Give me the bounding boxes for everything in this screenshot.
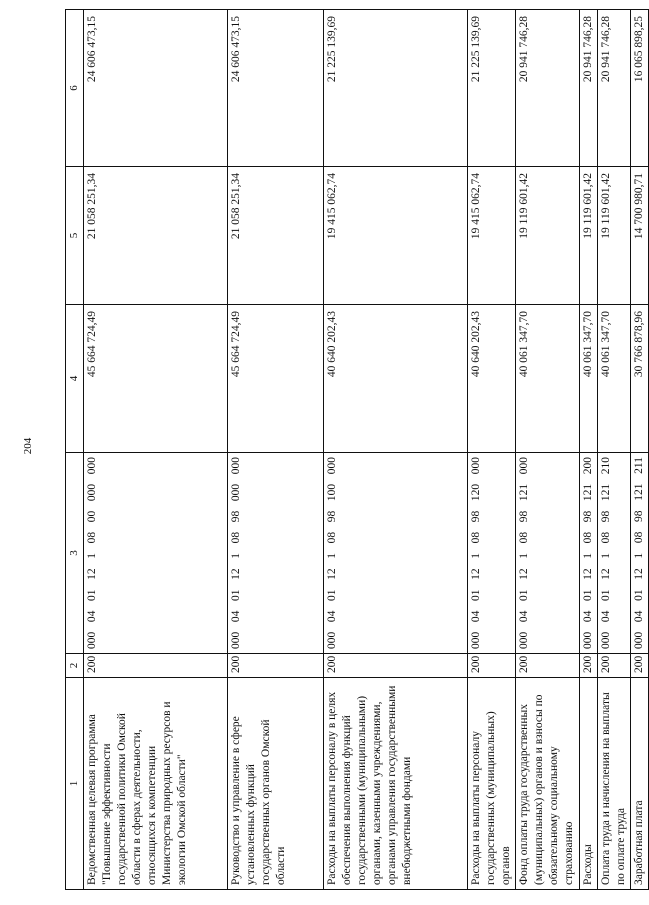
row-name-cell: Расходы — [580, 678, 598, 890]
amount-col4-cell: 30 766 878,96 — [631, 305, 649, 453]
code-part: 12 — [86, 568, 98, 580]
admin-code-cell: 200 — [598, 654, 631, 678]
code-part: 12 — [518, 568, 530, 580]
code-part: 01 — [582, 589, 594, 601]
table-row — [228, 10, 324, 890]
page-number: 204 — [22, 437, 34, 455]
code-part: 04 — [582, 610, 594, 623]
code-part: 01 — [518, 589, 530, 601]
classification-code-cell — [598, 453, 631, 654]
header-cell: 4 — [66, 305, 84, 453]
table-row — [598, 10, 631, 890]
classification-code — [84, 453, 101, 653]
code-part: 08 — [518, 531, 530, 544]
header-row — [66, 10, 84, 890]
code-part: 12 — [326, 568, 338, 580]
code-part: 04 — [326, 610, 338, 623]
code-part: 04 — [633, 610, 645, 623]
classification-code-cell — [84, 453, 228, 654]
table-row — [631, 10, 649, 890]
code-part: 1 — [470, 553, 482, 559]
amount-col4-cell: 45 664 724,49 — [228, 305, 324, 453]
code-part: 08 — [582, 531, 594, 544]
classification-code — [516, 453, 533, 653]
code-part: 000 — [470, 631, 482, 649]
amount-col4-cell: 40 061 347,70 — [580, 305, 598, 453]
code-part: 04 — [470, 610, 482, 623]
classification-code-cell — [468, 453, 516, 654]
amount-col4-cell: 40 061 347,70 — [516, 305, 580, 453]
amount-col6-cell: 20 941 746,28 — [516, 10, 580, 167]
amount-col5-cell: 19 119 601,42 — [580, 167, 598, 305]
code-part: 98 — [518, 510, 530, 523]
table-body — [66, 10, 649, 890]
admin-code-cell: 200 — [228, 654, 324, 678]
classification-code-cell — [324, 453, 468, 654]
amount-col4-cell: 40 061 347,70 — [598, 305, 631, 453]
classification-code — [631, 453, 648, 653]
code-part: 08 — [86, 531, 98, 544]
code-part: 000 — [230, 457, 242, 475]
amount-col5-cell: 19 415 062,74 — [324, 167, 468, 305]
admin-code-cell: 200 — [580, 654, 598, 678]
classification-code-cell — [580, 453, 598, 654]
amount-col5-cell: 19 119 601,42 — [598, 167, 631, 305]
code-part: 1 — [326, 553, 338, 559]
admin-code-cell: 200 — [631, 654, 649, 678]
code-part: 98 — [470, 510, 482, 523]
code-part: 000 — [86, 483, 98, 502]
code-part: 121 — [518, 483, 530, 502]
code-part: 98 — [600, 510, 612, 523]
classification-code — [598, 453, 615, 653]
code-part: 04 — [230, 610, 242, 623]
row-name-cell: Оплата труда и начисления на выплаты по оплате труда — [598, 678, 631, 890]
code-part: 000 — [582, 631, 594, 649]
budget-table-container — [65, 10, 645, 890]
code-part: 01 — [230, 589, 242, 601]
code-part: 12 — [230, 568, 242, 580]
code-part: 08 — [470, 531, 482, 544]
code-part: 1 — [633, 552, 645, 559]
admin-code-cell: 200 — [84, 654, 228, 678]
amount-col5-cell: 14 700 980,71 — [631, 167, 649, 305]
row-name-cell: Расходы на выплаты персоналу государственных (муниципальных) органов — [468, 678, 516, 890]
header-cell: 5 — [66, 167, 84, 305]
header-cell: 3 — [66, 453, 84, 654]
table-row — [580, 10, 598, 890]
header-cell: 2 — [66, 654, 84, 678]
code-part: 121 — [582, 483, 594, 502]
admin-code-cell: 200 — [324, 654, 468, 678]
table-row — [516, 10, 580, 890]
code-part: 08 — [230, 531, 242, 544]
code-part: 01 — [633, 589, 645, 601]
amount-col6-cell: 24 606 473,15 — [228, 10, 324, 167]
classification-code-cell — [631, 453, 649, 654]
code-part: 01 — [326, 589, 338, 601]
admin-code-cell: 200 — [468, 654, 516, 678]
amount-col6-cell: 20 941 746,28 — [580, 10, 598, 167]
row-name-cell: Фонд оплаты труда государственных (муниципальных) органов и взносы по обязательному социальному страхованию — [516, 678, 580, 890]
code-part: 12 — [600, 568, 612, 580]
code-part: 210 — [600, 457, 612, 475]
code-part: 1 — [600, 553, 612, 559]
amount-col6-cell: 21 225 139,69 — [324, 10, 468, 167]
code-part: 100 — [326, 483, 338, 502]
code-part: 120 — [470, 483, 482, 502]
row-name-cell: Руководство и управление в сфере установленных функций государственных органов Омской области — [228, 678, 324, 890]
code-part: 000 — [470, 457, 482, 475]
table-row — [468, 10, 516, 890]
header-cell: 1 — [66, 678, 84, 890]
code-part: 000 — [633, 631, 645, 649]
code-part: 000 — [518, 631, 530, 649]
code-part: 1 — [518, 553, 530, 559]
amount-col4-cell: 45 664 724,49 — [84, 305, 228, 453]
code-part: 01 — [470, 589, 482, 601]
amount-col5-cell: 19 119 601,42 — [516, 167, 580, 305]
classification-code — [228, 453, 245, 653]
code-part: 04 — [86, 610, 98, 623]
code-part: 121 — [633, 483, 645, 501]
code-part: 04 — [518, 610, 530, 623]
table-row — [84, 10, 228, 890]
code-part: 200 — [582, 457, 594, 475]
code-part: 12 — [470, 568, 482, 580]
amount-col5-cell: 21 058 251,34 — [228, 167, 324, 305]
code-part: 1 — [86, 553, 98, 559]
code-part: 000 — [326, 457, 338, 475]
amount-col6-cell: 16 065 898,25 — [631, 10, 649, 167]
header-cell: 6 — [66, 10, 84, 167]
classification-code — [324, 453, 341, 653]
code-part: 000 — [326, 631, 338, 649]
code-part: 98 — [582, 510, 594, 523]
code-part: 12 — [633, 568, 645, 580]
amount-col6-cell: 24 606 473,15 — [84, 10, 228, 167]
code-part: 08 — [633, 531, 645, 544]
code-part: 000 — [600, 631, 612, 649]
code-part: 98 — [230, 510, 242, 523]
amount-col4-cell: 40 640 202,43 — [468, 305, 516, 453]
code-part: 08 — [600, 531, 612, 544]
code-part: 1 — [582, 553, 594, 559]
amount-col4-cell: 40 640 202,43 — [324, 305, 468, 453]
code-part: 000 — [86, 631, 98, 649]
code-part: 000 — [230, 631, 242, 649]
classification-code — [580, 453, 597, 653]
code-part: 12 — [582, 568, 594, 580]
code-part: 000 — [86, 457, 98, 475]
amount-col6-cell: 20 941 746,28 — [598, 10, 631, 167]
row-name-cell: Ведомственная целевая программа "Повышение эффективности государственной политики Омской области в сферах деятельности, относящихся к компетенции Министерства природных ресурсов и экологии Омской области" — [84, 678, 228, 890]
code-part: 000 — [518, 457, 530, 475]
classification-code-cell — [516, 453, 580, 654]
code-part: 121 — [600, 483, 612, 502]
amount-col5-cell: 21 058 251,34 — [84, 167, 228, 305]
code-part: 01 — [600, 589, 612, 601]
amount-col6-cell: 21 225 139,69 — [468, 10, 516, 167]
code-part: 08 — [326, 531, 338, 544]
budget-table — [65, 9, 649, 890]
code-part: 1 — [230, 553, 242, 559]
code-part: 04 — [600, 610, 612, 623]
row-name-cell: Расходы на выплаты персоналу в целях обеспечения выполнения функций государственными (муниципальными) органами, казенными учреждениями, органами управления государственными внебюджетными фондами — [324, 678, 468, 890]
classification-code — [468, 453, 485, 653]
classification-code-cell — [228, 453, 324, 654]
code-part: 98 — [326, 510, 338, 523]
table-row — [324, 10, 468, 890]
amount-col5-cell: 19 415 062,74 — [468, 167, 516, 305]
code-part: 98 — [633, 510, 645, 522]
code-part: 211 — [633, 457, 645, 474]
code-part: 01 — [86, 589, 98, 601]
admin-code-cell: 200 — [516, 654, 580, 678]
code-part: 000 — [230, 483, 242, 502]
row-name-cell: Заработная плата — [631, 678, 649, 890]
code-part: 00 — [86, 510, 98, 523]
